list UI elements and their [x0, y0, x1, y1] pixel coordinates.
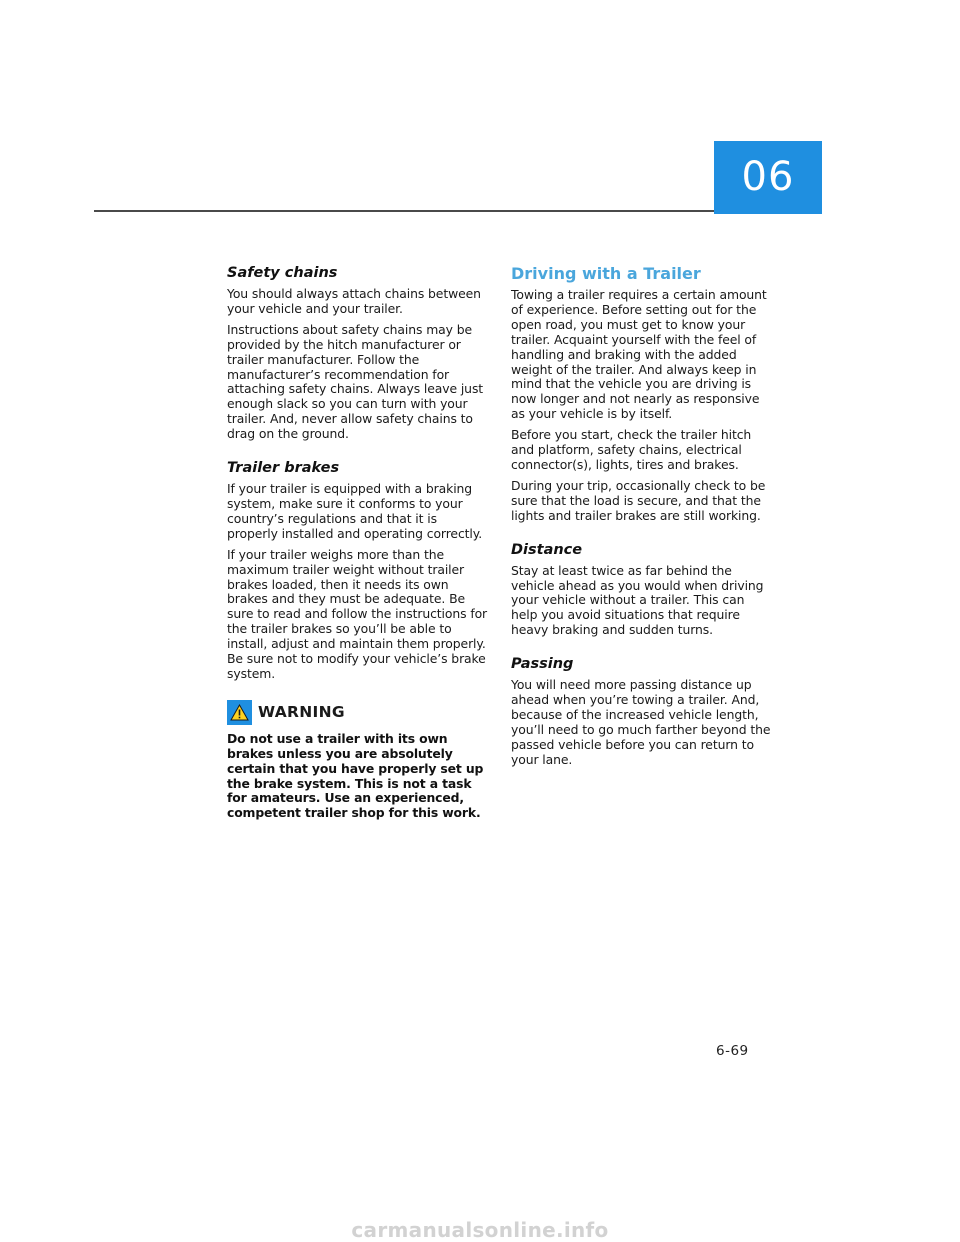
warning-box — [227, 700, 489, 821]
safety-chains-heading: Safety chains — [227, 265, 338, 281]
driving-paragraph-1: Towing a trailer requires a certain amount of experience. Before setting out for the open road, you must get to know your trailer. Acquaint yourself with the feel of handling and braking with the added weight of the trailer. And always keep in mind that the vehicle you are driving is now longer and not nearly as responsive as your vehicle is by itself. — [511, 287, 767, 422]
warning-title: WARNING — [258, 703, 345, 722]
driving-paragraph-2: Before you start, check the trailer hitch and platform, safety chains, electrical connector(s), lights, tires and brakes. — [511, 427, 752, 472]
section-trailer-brakes — [227, 459, 489, 682]
driving-with-trailer-heading: Driving with a Trailer — [511, 264, 701, 283]
passing-paragraph: You will need more passing distance up ahead when you’re towing a trailer. And, because of the increased vehicle length, you’ll need to go much farther beyond the passed vehicle before you can return to your lane. — [511, 677, 771, 767]
section-driving-with-trailer — [511, 264, 773, 524]
left-column — [227, 264, 489, 821]
trailer-brakes-paragraph-1: If your trailer is equipped with a braking system, make sure it conforms to your country’s regulations and that it is properly installed and operating correctly. — [227, 481, 483, 541]
passing-heading: Passing — [511, 656, 574, 673]
warning-header — [227, 700, 489, 725]
right-column — [511, 264, 773, 774]
page-number: 6-69 — [716, 1043, 749, 1059]
watermark: carmanualsonline.info — [351, 1218, 609, 1242]
chapter-tab: 06 — [714, 141, 822, 214]
section-passing — [511, 655, 773, 767]
trailer-brakes-paragraph-2: If your trailer weighs more than the maximum trailer weight without trailer brakes loaded, then it needs its own brakes and they must be adequate. Be sure to read and follow the instructions for the trailer brakes so you’ll be able to install, adjust and maintain them properly. Be sure not to modify your vehicle’s brake system. — [227, 546, 488, 681]
distance-paragraph: Stay at least twice as far behind the vehicle ahead as you would when driving your vehicle without a trailer. This can help you avoid situations that require heavy braking and sudden turns. — [511, 562, 764, 638]
distance-heading: Distance — [511, 541, 583, 558]
warning-triangle-icon — [227, 700, 252, 725]
trailer-brakes-heading: Trailer brakes — [227, 460, 340, 477]
safety-chains-paragraph-1: You should always attach chains between your vehicle and your trailer. — [227, 286, 481, 316]
driving-paragraph-3: During your trip, occasionally check to be sure that the load is secure, and that the lights and trailer brakes are still working. — [511, 477, 766, 523]
section-safety-chains — [227, 264, 489, 442]
safety-chains-paragraph-2: Instructions about safety chains may be provided by the hitch manufacturer or trailer manufacturer. Follow the manufacturer’s recommendation for attaching safety chains. Always leave just enough slack so you can turn with your trailer. And, never allow safety chains to drag on the ground. — [227, 321, 484, 442]
header-rule — [94, 210, 714, 212]
section-distance — [511, 541, 773, 639]
warning-text: Do not use a trailer with its own brakes unless you are absolutely certain that you have properly set up the brake system. This is not a task for amateurs. Use an experienced, competent trailer shop for this work. — [227, 730, 484, 821]
